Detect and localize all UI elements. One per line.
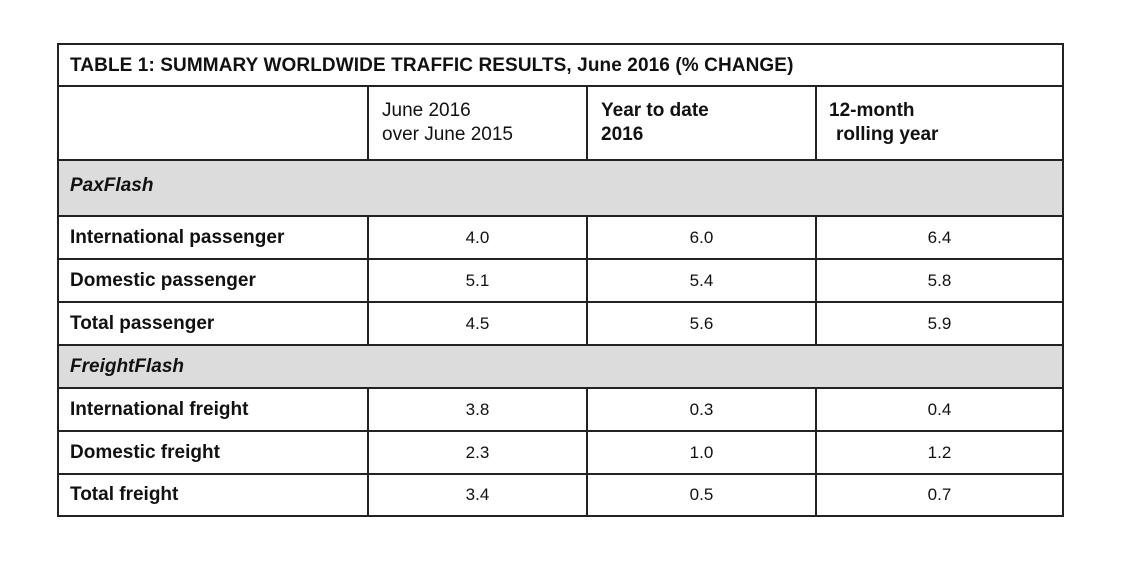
- cell-ytd: 0.5: [588, 475, 817, 515]
- traffic-results-table: [57, 43, 1064, 517]
- row-label: Total freight: [59, 475, 369, 515]
- section-row-paxflash: PaxFlash: [59, 161, 1062, 217]
- header-rolling-line1: 12-month: [829, 100, 915, 121]
- cell-rolling: 1.2: [927, 442, 952, 462]
- cell-june: 3.8: [369, 389, 588, 430]
- row-label: International passenger: [59, 217, 369, 258]
- cell-ytd: 1.0: [588, 432, 817, 473]
- table-row: [59, 217, 1062, 260]
- header-rolling-year: [817, 87, 1062, 159]
- cell-june: 2.3: [369, 432, 588, 473]
- cell-rolling: 5.9: [927, 313, 952, 333]
- header-year-to-date: [588, 87, 817, 159]
- table-row: [59, 432, 1062, 475]
- cell-june: 4.5: [369, 303, 588, 344]
- cell-ytd: 5.4: [588, 260, 817, 301]
- header-ytd-line2: 2016: [601, 124, 644, 145]
- cell-june: 5.1: [369, 260, 588, 301]
- table-header-row: [59, 87, 1062, 161]
- table-row: [59, 303, 1062, 346]
- row-label: International freight: [59, 389, 369, 430]
- cell-rolling: 0.7: [927, 485, 952, 504]
- cell-ytd: 6.0: [588, 217, 817, 258]
- cell-june: 4.0: [369, 217, 588, 258]
- header-rolling-line2: rolling year: [836, 124, 939, 145]
- table-row: [59, 260, 1062, 303]
- cell-ytd: 0.3: [588, 389, 817, 430]
- cell-rolling: 6.4: [927, 227, 952, 247]
- cell-rolling: 0.4: [927, 399, 952, 419]
- cell-rolling: 5.8: [927, 270, 952, 290]
- section-row-freightflash: FreightFlash: [59, 346, 1062, 389]
- cell-ytd: 5.6: [588, 303, 817, 344]
- cell-june: 3.4: [369, 475, 588, 515]
- header-empty-cell: [59, 87, 369, 159]
- header-june-line2: over June 2015: [382, 124, 513, 145]
- row-label: Domestic passenger: [59, 260, 369, 301]
- table-row: [59, 475, 1062, 515]
- header-ytd-line1: Year to date: [601, 100, 709, 121]
- table-title: TABLE 1: SUMMARY WORLDWIDE TRAFFIC RESULTS, June 2016 (% CHANGE): [59, 45, 1062, 87]
- row-label: Total passenger: [59, 303, 369, 344]
- row-label: Domestic freight: [59, 432, 369, 473]
- header-june-over-june: [369, 87, 588, 159]
- header-june-line1: June 2016: [382, 100, 471, 121]
- table-row: [59, 389, 1062, 432]
